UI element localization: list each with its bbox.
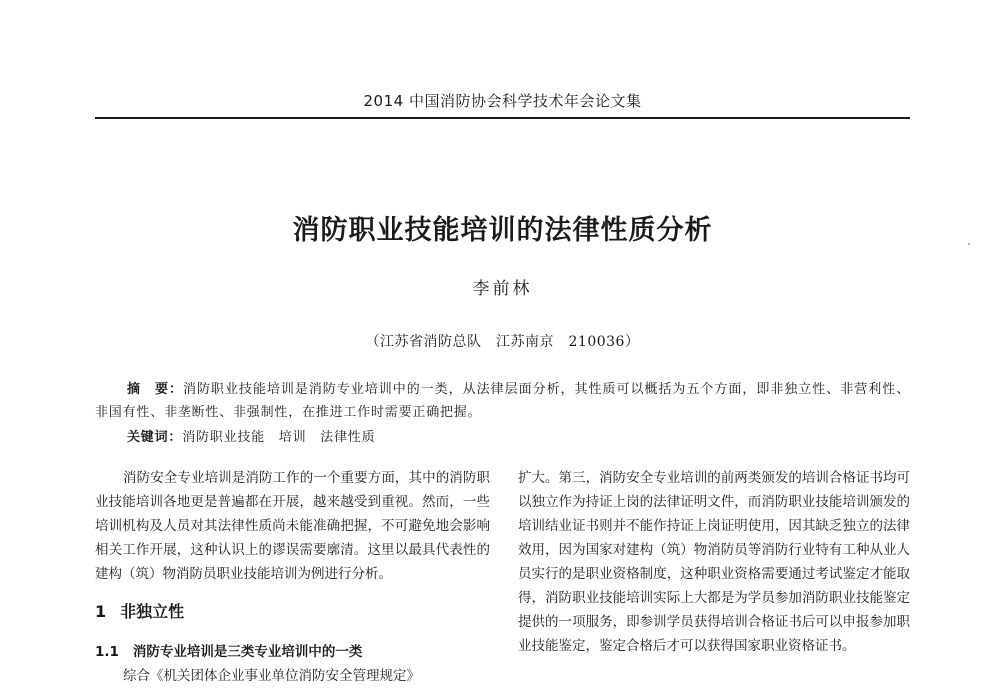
- keywords-text: 消防职业技能 培训 法律性质: [182, 430, 376, 445]
- section-title: 非独立性: [120, 602, 185, 621]
- subsection-title: 消防专业培训是三类专业培训中的一类: [132, 644, 363, 660]
- header-rule: [95, 117, 910, 119]
- keywords-label: 关键词：: [127, 430, 183, 445]
- keywords: [127, 426, 907, 449]
- running-header: 2014 中国消防协会科学技术年会论文集: [363, 92, 642, 110]
- right-paragraph: 扩大。第三，消防安全专业培训的前两类颁发的培训合格证书均可以独立作为持证上岗的法律证明文件，而消防职业技能培训颁发的培训结业证书则并不能作持证上岗证明使用，因其缺乏独立的法律效用，因为国家对建构（筑）物消防员等消防行业特有工种从业人员实行的是职业资格制度，这种职业资格需要通过考试鉴定才能取得，消防职业技能培训实际上大都是为学员参加消防职业技能鉴定提供的一项服务，即参训学员获得培训合格证书后可以申报参加职业技能鉴定，鉴定合格后才可以获得国家职业资格证书。: [518, 470, 910, 654]
- scan-speck: [968, 243, 970, 245]
- author-affiliation: （江苏省消防总队 江苏南京 210036）: [365, 334, 640, 350]
- section-number: 1: [95, 602, 107, 621]
- intro-paragraph: 消防安全专业培训是消防工作的一个重要方面，其中的消防职业技能培训各地更是普遍都在开展，越来越受到重视。然而，一些培训机构及人员对其法律性质尚未能准确把握，不可避免地会影响相关工作开展，这种认识上的谬误需要廓清。这里以最具代表性的建构（筑）物消防员职业技能培训为例进行分析。: [95, 470, 490, 582]
- article-title: 消防职业技能培训的法律性质分析: [292, 215, 713, 246]
- section-heading: [95, 598, 490, 626]
- subsection-heading: [95, 640, 490, 664]
- abstract-label: 摘 要：: [127, 382, 183, 397]
- author-name: 李前林: [472, 279, 533, 299]
- right-column: [518, 466, 910, 658]
- abstract-text: 消防职业技能培训是消防专业培训中的一类，从法律层面分析，其性质可以概括为五个方面，即非独立性、非营利性、非国有性、非垄断性、非强制性，在推进工作时需要正确把握。: [95, 382, 910, 420]
- left-column: [95, 466, 490, 688]
- subsection-paragraph: 综合《机关团体企业事业单位消防安全管理规定》: [123, 668, 420, 684]
- subsection-number: 1.1: [95, 644, 119, 660]
- abstract: [95, 378, 910, 424]
